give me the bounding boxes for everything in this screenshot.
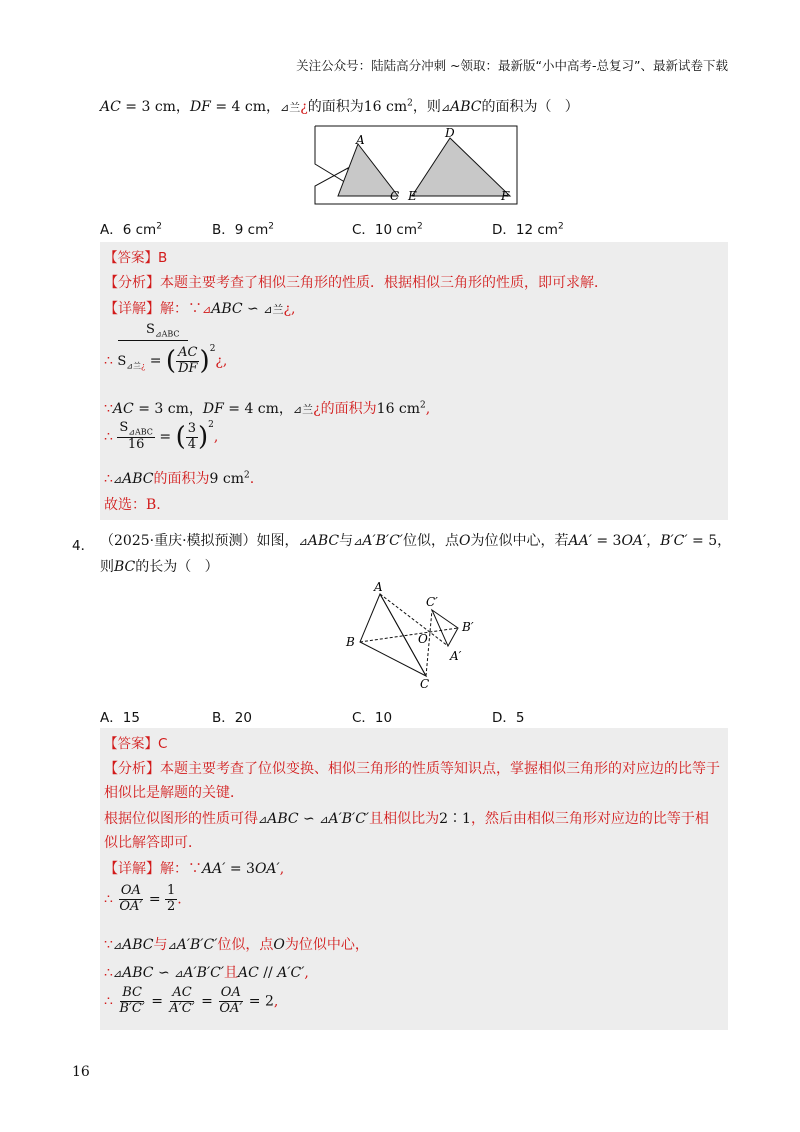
q4-stem-line2: 则BC的长为（ ） <box>100 559 219 575</box>
q3-analysis <box>104 272 608 292</box>
q4-option-d: D．5 <box>492 710 525 726</box>
label-F: F <box>501 189 510 203</box>
label-C: C <box>390 189 400 203</box>
q3-option-b: B．9 $cm^2$ <box>212 221 274 238</box>
analysis-tag: 【分析】 <box>104 761 160 777</box>
q4-answer-box <box>100 728 728 1030</box>
label-A: A <box>374 580 383 594</box>
q4-detail-line3: ∵⊿ABC与⊿A′B′C′位似，点O为位似中心， <box>104 937 369 953</box>
label-C-prime: C′ <box>426 595 438 609</box>
q3-options <box>100 218 700 238</box>
q4-analysis-line2: 相似比是解题的关键． <box>104 785 244 801</box>
q3-option-c: C．10 $cm^2$ <box>352 221 423 238</box>
detail-tag: 【详解】 <box>104 301 160 317</box>
q3-option-a: A．6 $cm^2$ <box>100 221 162 238</box>
label-D: D <box>445 126 455 140</box>
label-A-prime: A′ <box>450 649 462 663</box>
q3-detail-line3: ∵AC = 3 cm，DF = 4 cm，⊿兰¿的面积为16 $cm^2$, <box>104 400 431 417</box>
label-C: C <box>420 677 430 691</box>
analysis-text: 本题主要考查了相似三角形的性质．根据相似三角形的性质，即可求解． <box>160 275 608 291</box>
q3-stem: AC = 3 cm，DF = 4 cm，⊿兰¿的面积为16 $cm^2$，则⊿ABC的面积为（ ） <box>100 98 579 115</box>
q4-option-a: A．15 <box>100 710 140 726</box>
q4-number: 4． <box>72 538 95 554</box>
label-A: A <box>356 133 365 147</box>
page-header: 关注公众号：陆陆高分冲刺 ~领取：最新版“小中高考-总复习”、最新试卷下载 <box>296 58 728 73</box>
label-B-prime: B′ <box>462 620 474 634</box>
q4-stem-line1: （2025·重庆·模拟预测）如图，⊿ABC与⊿A′B′C′位似，点O为位似中心，若AA′ = 3OA′，B′C′ = 5， <box>100 533 732 549</box>
q3-detail-line1: 【详解】解：∵⊿ABC ∽ ⊿兰¿, <box>104 301 296 317</box>
q4-option-b: B．20 <box>212 710 252 726</box>
page-number: 16 <box>72 1064 90 1080</box>
q4-detail-line4: ∴⊿ABC ∽ ⊿A′B′C′且AC // A′C′, <box>104 965 309 981</box>
q4-options <box>100 706 700 726</box>
analysis-tag: 【分析】 <box>104 275 160 291</box>
q3-detail-line6: 故选：B. <box>104 497 161 513</box>
q4-analysis-line4: 似比解答即可． <box>104 835 202 851</box>
q4-analysis-line3: 根据位似图形的性质可得⊿ABC ∽ ⊿A′B′C′且相似比为2∶1，然后由相似三角形对应边的比等于相 <box>104 811 709 827</box>
q3-option-d: D．12 $cm^2$ <box>492 221 564 238</box>
q4-detail-line5: ∴ $\frac{BC}{B'C'}$ = $\frac{AC}{A'C'}$ = $\frac{OA}{OA'}$ = 2, <box>104 985 279 1016</box>
q3-answer: 【答案】B <box>104 250 168 266</box>
q4-figure <box>340 578 490 694</box>
label-E: E <box>408 189 417 203</box>
q3-detail-line5: ∴⊿ABC的面积为9 $cm^2$. <box>104 470 255 487</box>
q4-answer: 【答案】C <box>104 736 168 752</box>
detail-tag: 【详解】 <box>104 861 160 877</box>
q4-option-c: C．10 <box>352 710 393 726</box>
q4-detail-line2: ∴ $\frac{OA}{OA'}$ = $\frac{1}{2}$ . <box>104 883 182 914</box>
q4-detail-line1: 【详解】解：∵AA′ = 3OA′, <box>104 861 285 877</box>
q4-analysis-line1 <box>104 758 720 778</box>
analysis-text: 本题主要考查了位似变换、相似三角形的性质等知识点，掌握相似三角形的对应边的比等于 <box>160 761 720 777</box>
label-B: B <box>346 635 355 649</box>
label-O: O <box>418 632 428 646</box>
q3-figure <box>312 124 522 206</box>
q3-detail-line4: ∴ $\frac{S_{⊿ABC}}{16}$ = ( $\frac{3}{4}$ )$^2$, <box>104 420 219 452</box>
q3-answer-box: 【答案】B 【分析】本题主要考查了相似三角形的性质．根据相似三角形的性质，即可求解． 【详解】解：∵⊿ABC ∽ ⊿兰¿, $S_{⊿ABC}$ ∴ $S_{⊿兰¿}$ = ( $\frac{AC}{DF}$ )$^2$¿, ∵AC = 3 cm，DF = 4 cm，⊿兰¿的面积为16 $cm^2$, ∴ $\frac{S_{⊿ABC}}{16}$ = ( $\frac{3}{4}$ )$^2$, ∴⊿ABC的面积为9 $cm^2$. 故选：B. <box>100 242 728 520</box>
